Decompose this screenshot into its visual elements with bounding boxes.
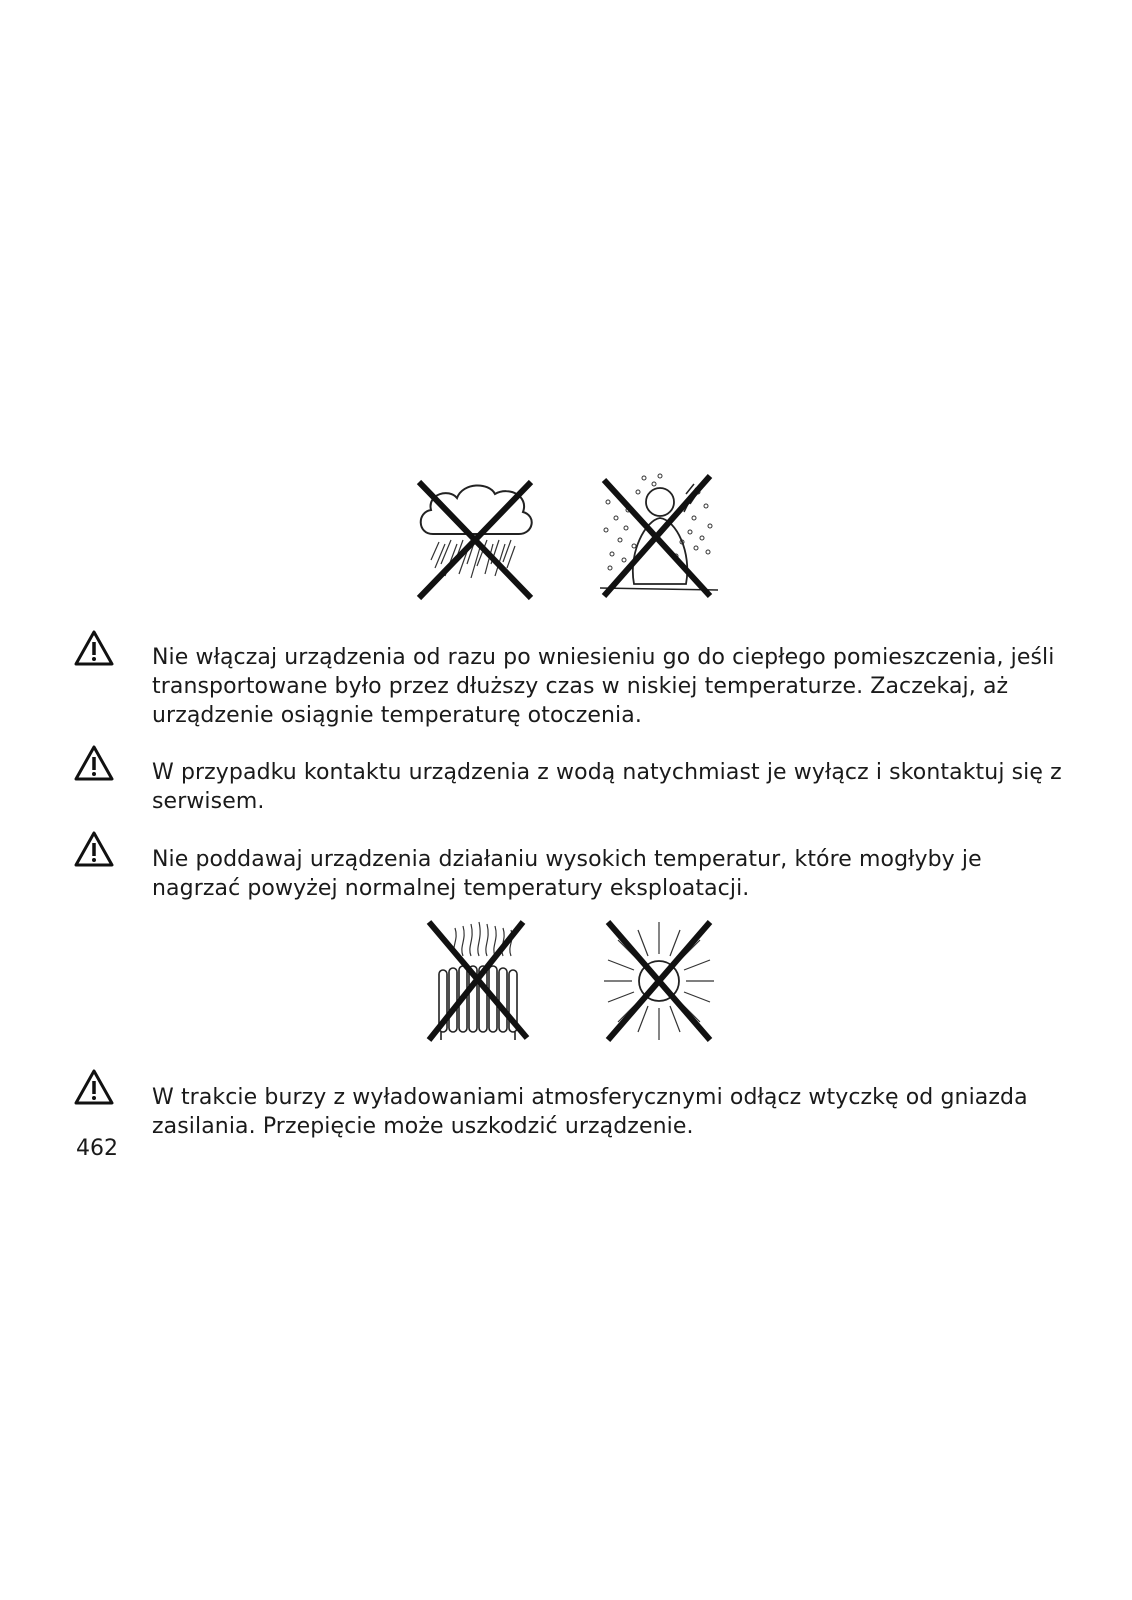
warning-triangle-icon	[74, 831, 114, 867]
warning-text-high-temperature: Nie poddawaj urządzenia działaniu wysokich temperatur, które mogłyby je nagrzać powyżej normalnej temperatury eksploatacji.	[152, 847, 982, 901]
crossed-out-rain-cloud-icon	[415, 478, 537, 602]
warning-text-water-contact: W przypadku kontaktu urządzenia z wodą natychmiast je wyłącz i skontaktuj się z serwisem.	[152, 760, 1062, 814]
warning-text-cold-transport: Nie włączaj urządzenia od razu po wniesieniu go do ciepłego pomieszczenia, jeśli transportowane było przez dłuższy czas w niskiej temperaturze. Zaczekaj, aż urządzenie osiągnie temperaturę otoczenia.	[152, 645, 1055, 728]
crossed-out-radiator-icon	[425, 916, 533, 1046]
crossed-out-snowman-icon	[598, 472, 720, 602]
warning-text-thunderstorm: W trakcie burzy z wyładowaniami atmosferycznymi odłącz wtyczkę od gniazda zasilania. Przepięcie może uszkodzić urządzenie.	[152, 1085, 1028, 1139]
warning-triangle-icon	[74, 630, 114, 666]
crossed-out-sun-icon	[602, 916, 716, 1046]
page-number: 462	[76, 1136, 118, 1161]
warning-triangle-icon	[74, 1069, 114, 1105]
warning-triangle-icon	[74, 745, 114, 781]
